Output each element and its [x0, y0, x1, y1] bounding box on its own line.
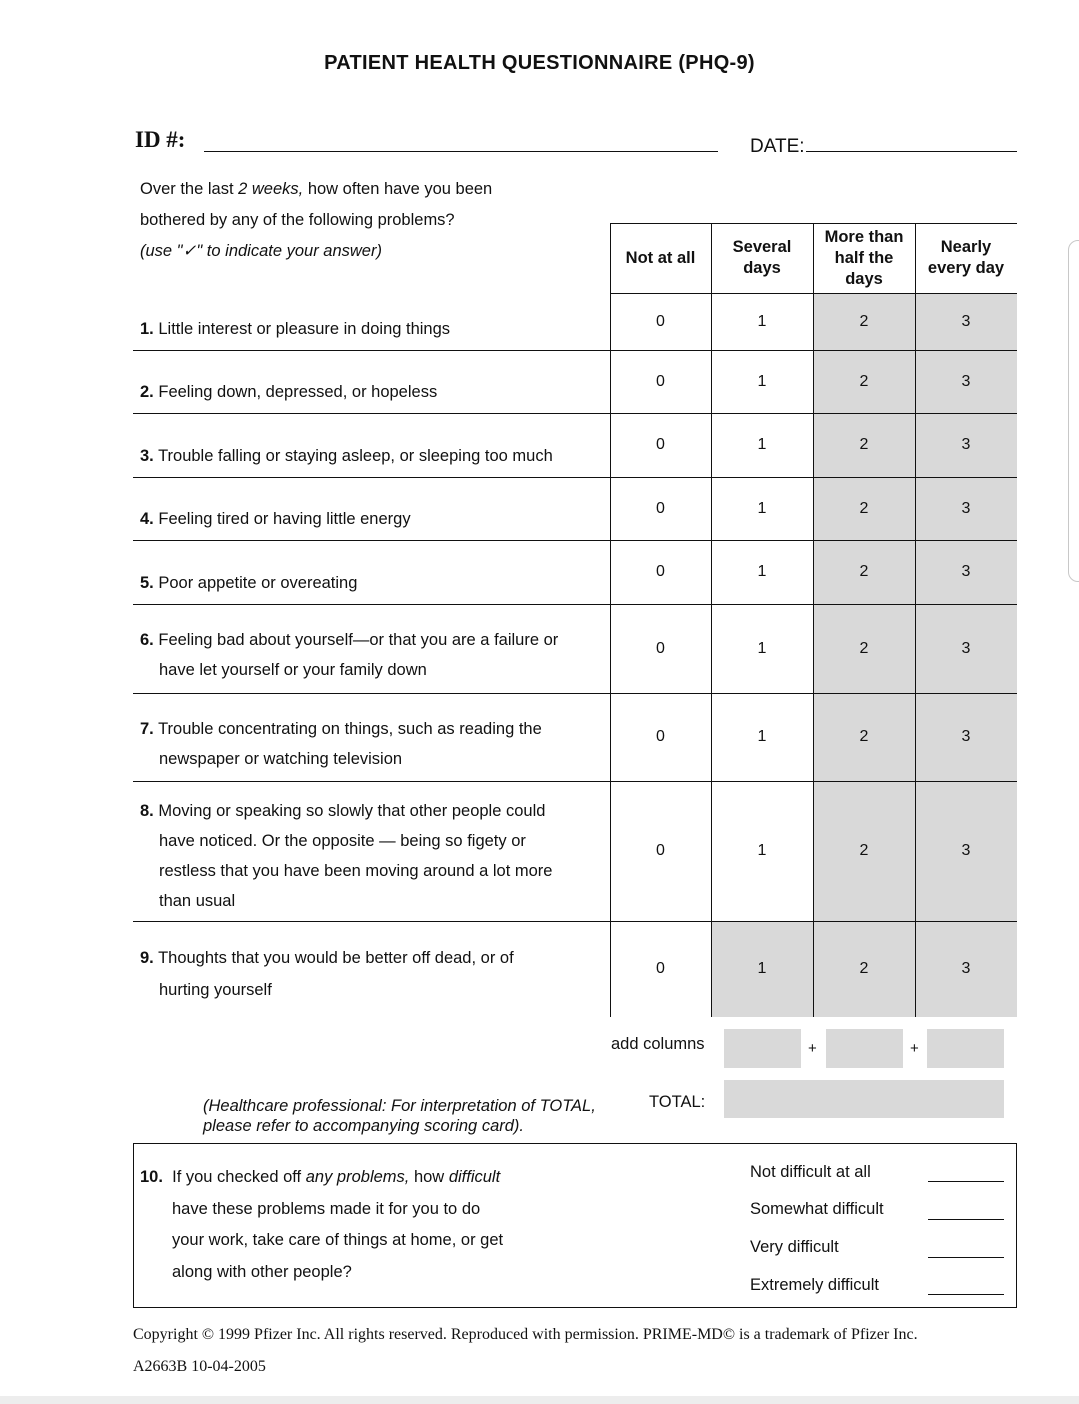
- score-cell-q4-more-than-half[interactable]: 2: [859, 499, 869, 517]
- score-cell-q1-more-than-half[interactable]: 2: [859, 312, 869, 330]
- score-cell-q5-nearly-every-day[interactable]: 3: [961, 563, 971, 580]
- date-field[interactable]: [806, 151, 1017, 152]
- score-cell-q9-nearly-every-day[interactable]: 3: [961, 960, 971, 977]
- copyright-notice: Copyright © 1999 Pfizer Inc. All rights reserved. Reproduced with permission. PRIME-MD© is a trademark of Pfizer Inc.: [133, 1326, 918, 1343]
- score-cell-q6-more-than-half[interactable]: 2: [859, 639, 869, 657]
- score-cell-q1-not-at-all[interactable]: 0: [656, 312, 665, 330]
- intro-line-3: (use "✓" to indicate your answer): [140, 242, 382, 260]
- score-cell-q9-several-days[interactable]: 1: [757, 960, 767, 977]
- q10-option-not-difficult: Not difficult at all: [750, 1163, 871, 1181]
- q10-option-very-difficult: Very difficult: [750, 1238, 839, 1256]
- score-cell-q7-more-than-half[interactable]: 2: [859, 728, 869, 745]
- id-label: ID #:: [135, 127, 186, 152]
- question-5: 5. Poor appetite or overeating: [140, 574, 358, 592]
- score-cell-q2-several-days[interactable]: 1: [757, 372, 767, 390]
- column-sum-field-more-than-half[interactable]: [826, 1029, 903, 1068]
- column-header-more-than-half: More than half the days: [824, 227, 904, 288]
- score-cell-q8-not-at-all[interactable]: 0: [656, 842, 665, 859]
- score-cell-q6-nearly-every-day[interactable]: 3: [961, 639, 971, 657]
- q10-answer-line-somewhat-difficult[interactable]: [928, 1219, 1004, 1220]
- score-cell-q7-nearly-every-day[interactable]: 3: [961, 728, 971, 745]
- score-cell-q9-not-at-all[interactable]: 0: [656, 960, 665, 977]
- question-1: 1. Little interest or pleasure in doing things: [140, 320, 451, 338]
- score-cell-q8-several-days[interactable]: 1: [757, 842, 767, 859]
- score-cell-q3-not-at-all[interactable]: 0: [656, 436, 665, 453]
- q10-option-extremely-difficult: Extremely difficult: [750, 1276, 879, 1294]
- date-label: DATE:: [750, 136, 805, 157]
- score-cell-q7-not-at-all[interactable]: 0: [656, 728, 665, 745]
- score-cell-q1-nearly-every-day[interactable]: 3: [961, 312, 971, 330]
- form-code: A2663B 10-04-2005: [133, 1358, 266, 1375]
- score-cell-q8-nearly-every-day[interactable]: 3: [961, 842, 971, 859]
- column-sum-field-several-days[interactable]: [724, 1029, 801, 1068]
- bottom-bar: [0, 1396, 1079, 1404]
- q10-answer-line-very-difficult[interactable]: [928, 1257, 1004, 1258]
- score-cell-q3-more-than-half[interactable]: 2: [859, 436, 869, 453]
- scroll-handle[interactable]: [1068, 240, 1079, 582]
- question-6: 6. Feeling bad about yourself—or that you are a failure or have let yourself or your family down: [140, 631, 559, 679]
- question-3: 3. Trouble falling or staying asleep, or sleeping too much: [140, 447, 553, 465]
- column-header-several-days: Several days: [732, 238, 792, 277]
- score-cell-q5-not-at-all[interactable]: 0: [656, 563, 665, 580]
- column-header-nearly-every-day: Nearly every day: [927, 238, 1005, 277]
- score-cell-q2-not-at-all[interactable]: 0: [656, 372, 665, 390]
- score-cell-q1-several-days[interactable]: 1: [757, 312, 767, 330]
- question-9: 9. Thoughts that you would be better off dead, or of hurting yourself: [140, 949, 514, 999]
- form-title: PATIENT HEALTH QUESTIONNAIRE (PHQ-9): [324, 52, 755, 74]
- question-10: 10. If you checked off any problems, how difficult have these problems made it for you to do your work, take care of things at home, or get along with other people?: [140, 1168, 504, 1281]
- intro-line-1: Over the last 2 weeks, how often have you been: [140, 180, 493, 198]
- score-cell-q4-nearly-every-day[interactable]: 3: [961, 499, 971, 517]
- id-field[interactable]: [204, 151, 718, 152]
- score-cell-q6-several-days[interactable]: 1: [757, 639, 767, 657]
- q10-answer-line-not-difficult[interactable]: [928, 1181, 1004, 1182]
- score-cell-q2-more-than-half[interactable]: 2: [859, 372, 869, 390]
- score-cell-q6-not-at-all[interactable]: 0: [656, 639, 665, 657]
- score-cell-q5-more-than-half[interactable]: 2: [859, 563, 869, 580]
- score-cell-q9-more-than-half[interactable]: 2: [859, 960, 869, 977]
- score-cell-q5-several-days[interactable]: 1: [757, 563, 767, 580]
- score-cell-q3-several-days[interactable]: 1: [757, 436, 767, 453]
- add-columns-label: add columns: [611, 1035, 705, 1053]
- intro-line-2: bothered by any of the following problems?: [140, 211, 455, 229]
- score-cell-q2-nearly-every-day[interactable]: 3: [961, 372, 971, 390]
- score-cell-q4-several-days[interactable]: 1: [757, 499, 767, 517]
- plus-sign: +: [808, 1040, 817, 1057]
- question-4: 4. Feeling tired or having little energy: [140, 510, 411, 528]
- question-8: 8. Moving or speaking so slowly that other people could have noticed. Or the opposite — being so figety or restless that you have been moving around a lot more than usual: [140, 802, 553, 910]
- column-header-not-at-all: Not at all: [625, 248, 696, 267]
- q10-option-somewhat-difficult: Somewhat difficult: [750, 1200, 884, 1218]
- professional-note: (Healthcare professional: For interpretation of TOTAL, please refer to accompanying scoring card).: [203, 1097, 596, 1135]
- question-2: 2. Feeling down, depressed, or hopeless: [140, 383, 438, 401]
- question-7: 7. Trouble concentrating on things, such as reading the newspaper or watching television: [140, 720, 542, 768]
- score-cell-q7-several-days[interactable]: 1: [757, 728, 767, 745]
- total-label: TOTAL:: [649, 1093, 706, 1111]
- plus-sign: +: [910, 1040, 919, 1057]
- score-cell-q8-more-than-half[interactable]: 2: [859, 842, 869, 859]
- score-cell-q3-nearly-every-day[interactable]: 3: [961, 436, 971, 453]
- score-cell-q4-not-at-all[interactable]: 0: [656, 499, 665, 517]
- column-sum-field-nearly-every-day[interactable]: [927, 1029, 1004, 1068]
- q10-answer-line-extremely-difficult[interactable]: [928, 1294, 1004, 1295]
- total-field[interactable]: [724, 1080, 1004, 1118]
